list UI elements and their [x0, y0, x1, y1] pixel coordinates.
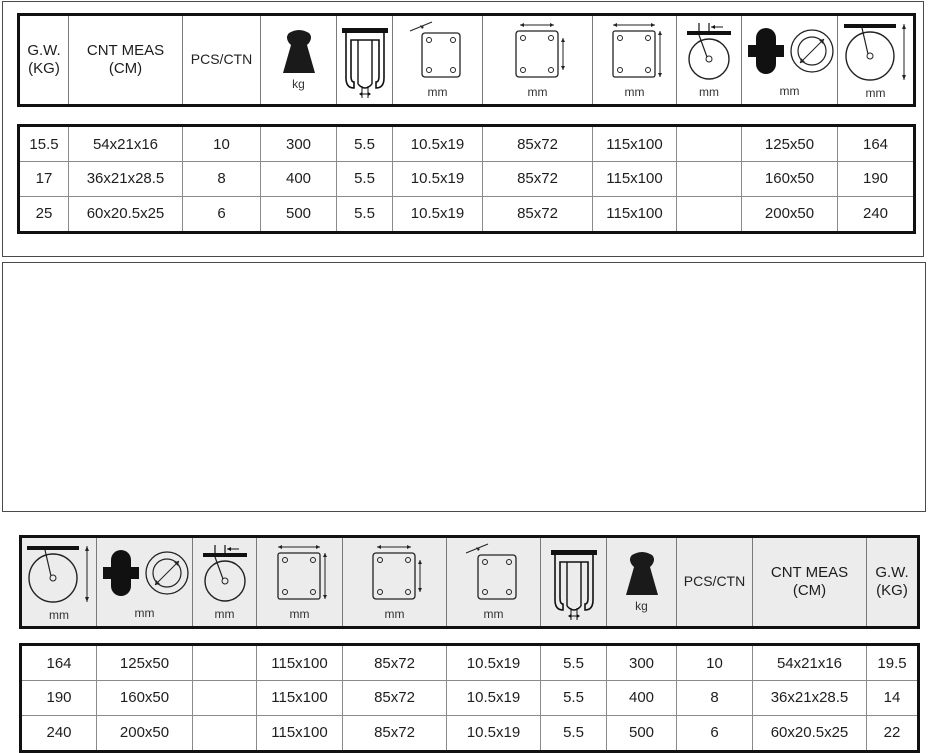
hole-spacing-cell: 85x72: [343, 681, 447, 715]
load-cell: 300: [607, 645, 677, 681]
load-header: kg: [607, 537, 677, 628]
height-cell: 190: [838, 162, 915, 196]
caster-height-icon: [23, 542, 95, 606]
wheel-header: mm: [97, 537, 193, 628]
gw-header: G.W. (KG): [19, 15, 69, 106]
bottom-data-table: [19, 643, 920, 753]
height-cell: 240: [21, 715, 97, 751]
hole-spacing-cell: 85x72: [343, 645, 447, 681]
cnt-cell: 36x21x28.5: [69, 162, 183, 196]
top-header-table: [17, 13, 916, 107]
gw-cell: 15.5: [19, 126, 69, 162]
bottom-header-table: [19, 535, 920, 629]
cnt-header: CNT MEAS (CM): [753, 537, 867, 628]
gw-cell: 17: [19, 162, 69, 196]
bolt-cell: 5.5: [541, 645, 607, 681]
bolt-bracket-icon: [340, 22, 390, 98]
cnt-cell: 54x21x16: [69, 126, 183, 162]
wheel-cell: 160x50: [742, 162, 838, 196]
top-data-table: [17, 124, 916, 234]
height-cell: 164: [838, 126, 915, 162]
hole-diameter-icon: [408, 21, 468, 83]
height-header: mm: [21, 537, 97, 628]
wheel-cell: 125x50: [742, 126, 838, 162]
hole-spacing-cell: 85x72: [343, 715, 447, 751]
gw-cell: 22: [867, 715, 919, 751]
wheel-cell: 200x50: [97, 715, 193, 751]
plate-header: mm: [257, 537, 343, 628]
pcs-cell: 8: [183, 162, 261, 196]
top-spec-panel: [2, 1, 924, 257]
hole-header: mm: [393, 15, 483, 106]
plate-cell: 115x100: [257, 715, 343, 751]
load-cell: 300: [261, 126, 337, 162]
cnt-cell: 36x21x28.5: [753, 681, 867, 715]
hole-cell: 10.5x19: [393, 196, 483, 232]
plate-header: mm: [593, 15, 677, 106]
bolt-header: [337, 15, 393, 106]
table-row: [21, 681, 919, 715]
plate-cell: 115x100: [257, 681, 343, 715]
hole-spacing-icon: [508, 21, 568, 83]
weight-icon: [620, 551, 664, 597]
load-cell: 400: [607, 681, 677, 715]
pcs-header: PCS/CTN: [677, 537, 753, 628]
height-cell: 190: [21, 681, 97, 715]
offset-header: mm: [677, 15, 742, 106]
plate-cell: 115x100: [593, 196, 677, 232]
hole-header: mm: [447, 537, 541, 628]
hole-diameter-icon: [464, 543, 524, 605]
bolt-cell: 5.5: [541, 681, 607, 715]
wheel-size-icon: [744, 22, 836, 82]
hole-cell: 10.5x19: [447, 645, 541, 681]
hole-spacing-header: mm: [343, 537, 447, 628]
bolt-cell: 5.5: [337, 162, 393, 196]
load-header: kg: [261, 15, 337, 106]
bolt-cell: 5.5: [337, 126, 393, 162]
wheel-header: mm: [742, 15, 838, 106]
caster-height-icon: [840, 20, 912, 84]
hole-spacing-cell: 85x72: [483, 196, 593, 232]
pcs-cell: 10: [677, 645, 753, 681]
cnt-cell: 60x20.5x25: [753, 715, 867, 751]
offset-cell: [193, 681, 257, 715]
hole-cell: 10.5x19: [393, 162, 483, 196]
hole-spacing-header: mm: [483, 15, 593, 106]
bolt-cell: 5.5: [337, 196, 393, 232]
plate-cell: 115x100: [257, 645, 343, 681]
pcs-header: PCS/CTN: [183, 15, 261, 106]
hole-cell: 10.5x19: [447, 715, 541, 751]
offset-wheel-icon: [199, 543, 251, 605]
cnt-header: CNT MEAS (CM): [69, 15, 183, 106]
offset-cell: [677, 162, 742, 196]
gw-header: G.W. (KG): [867, 537, 919, 628]
pcs-cell: 6: [677, 715, 753, 751]
wheel-cell: 160x50: [97, 681, 193, 715]
table-row: [19, 126, 915, 162]
offset-cell: [193, 645, 257, 681]
pcs-cell: 8: [677, 681, 753, 715]
hole-spacing-cell: 85x72: [483, 126, 593, 162]
offset-cell: [677, 196, 742, 232]
load-cell: 500: [261, 196, 337, 232]
hole-cell: 10.5x19: [447, 681, 541, 715]
table-row: [19, 162, 915, 196]
plate-size-icon: [270, 543, 330, 605]
bolt-bracket-icon: [549, 544, 599, 620]
plate-cell: 115x100: [593, 126, 677, 162]
offset-header: mm: [193, 537, 257, 628]
weight-icon: [277, 29, 321, 75]
load-cell: 500: [607, 715, 677, 751]
cnt-cell: 54x21x16: [753, 645, 867, 681]
offset-cell: [677, 126, 742, 162]
wheel-cell: 125x50: [97, 645, 193, 681]
bolt-header: [541, 537, 607, 628]
hole-spacing-icon: [365, 543, 425, 605]
gw-cell: 14: [867, 681, 919, 715]
table-row: [21, 715, 919, 751]
table-row: [21, 645, 919, 681]
height-cell: 164: [21, 645, 97, 681]
offset-wheel-icon: [683, 21, 735, 83]
table-row: [19, 196, 915, 232]
hole-cell: 10.5x19: [393, 126, 483, 162]
cnt-cell: 60x20.5x25: [69, 196, 183, 232]
pcs-cell: 6: [183, 196, 261, 232]
wheel-size-icon: [99, 544, 191, 604]
gw-cell: 25: [19, 196, 69, 232]
bottom-spec-panel: [2, 262, 926, 742]
pcs-cell: 10: [183, 126, 261, 162]
height-header: mm: [838, 15, 915, 106]
gw-cell: 19.5: [867, 645, 919, 681]
height-cell: 240: [838, 196, 915, 232]
wheel-cell: 200x50: [742, 196, 838, 232]
load-cell: 400: [261, 162, 337, 196]
hole-spacing-cell: 85x72: [483, 162, 593, 196]
plate-size-icon: [605, 21, 665, 83]
bolt-cell: 5.5: [541, 715, 607, 751]
offset-cell: [193, 715, 257, 751]
plate-cell: 115x100: [593, 162, 677, 196]
